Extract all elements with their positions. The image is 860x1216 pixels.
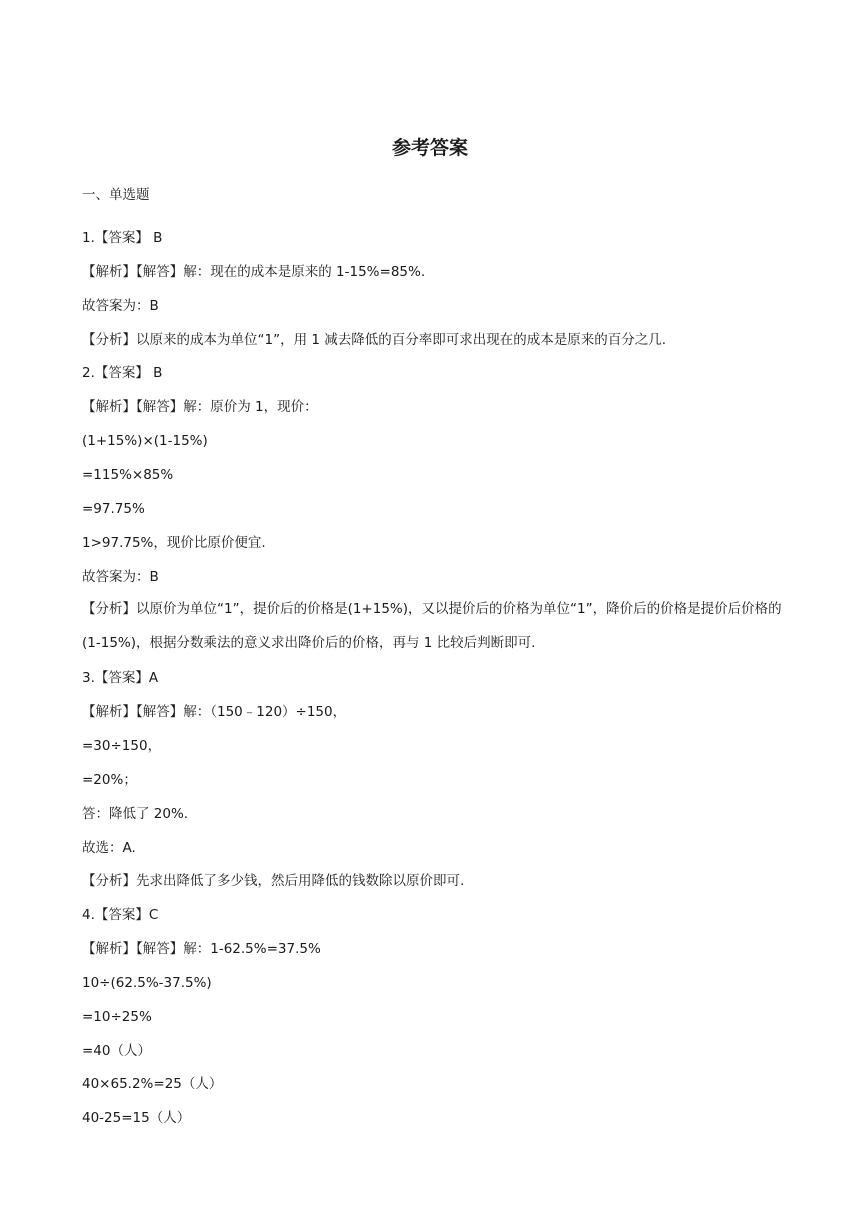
answer-3-conclusion: 故选：A.	[82, 840, 136, 856]
answer-1-heading: 1.【答案】 B	[82, 230, 163, 246]
answer-4-heading: 4.【答案】C	[82, 907, 159, 923]
answer-3-step-1: =30÷150，	[82, 738, 162, 754]
answer-4-solution: 【解析】【解答】解：1-62.5%=37.5%	[82, 941, 321, 957]
answer-3-analysis: 【分析】先求出降低了多少钱，然后用降低的钱数除以原价即可.	[82, 873, 465, 889]
answer-3-answer: 答：降低了 20%.	[82, 806, 189, 822]
answer-2-comparison: 1>97.75%，现价比原价便宜.	[82, 535, 266, 551]
answer-4-step-5: 40-25=15（人）	[82, 1110, 191, 1126]
answer-3-solution: 【解析】【解答】解：（150﹣120）÷150，	[82, 704, 347, 720]
answer-2-heading: 2.【答案】 B	[82, 365, 163, 381]
section-heading: 一、单选题	[82, 187, 150, 203]
answer-4-step-4: 40×65.2%=25（人）	[82, 1076, 223, 1092]
answer-4-step-1: 10÷(62.5%-37.5%)	[82, 975, 212, 991]
answer-2-conclusion: 故答案为：B	[82, 569, 159, 585]
answer-1-analysis: 【分析】以原来的成本为单位“1”，用 1 减去降低的百分率即可求出现在的成本是原来的百分之几.	[82, 332, 667, 348]
answer-1-solution: 【解析】【解答】解：现在的成本是原来的 1-15%=85%.	[82, 264, 426, 280]
answer-1-conclusion: 故答案为：B	[82, 298, 159, 314]
answer-3-step-2: =20%；	[82, 772, 137, 788]
answer-2-step-3: =97.75%	[82, 501, 145, 517]
answer-3-heading: 3.【答案】A	[82, 670, 159, 686]
answer-2-step-1: (1+15%)×(1-15%)	[82, 433, 208, 449]
answer-2-solution: 【解析】【解答】解：原价为 1，现价：	[82, 399, 318, 415]
answer-2-analysis: 【分析】以原价为单位“1”，提价后的价格是(1+15%)，又以提价后的价格为单位“1”，降价后的价格是提价后价格的(1-15%)，根据分数乘法的意义求出降价后的价格，再与 1 比较后判断即可.	[82, 601, 782, 651]
page-title: 参考答案	[391, 137, 468, 159]
answer-2-step-2: =115%×85%	[82, 467, 174, 483]
answer-4-step-2: =10÷25%	[82, 1009, 152, 1025]
answer-4-step-3: =40（人）	[82, 1043, 151, 1059]
